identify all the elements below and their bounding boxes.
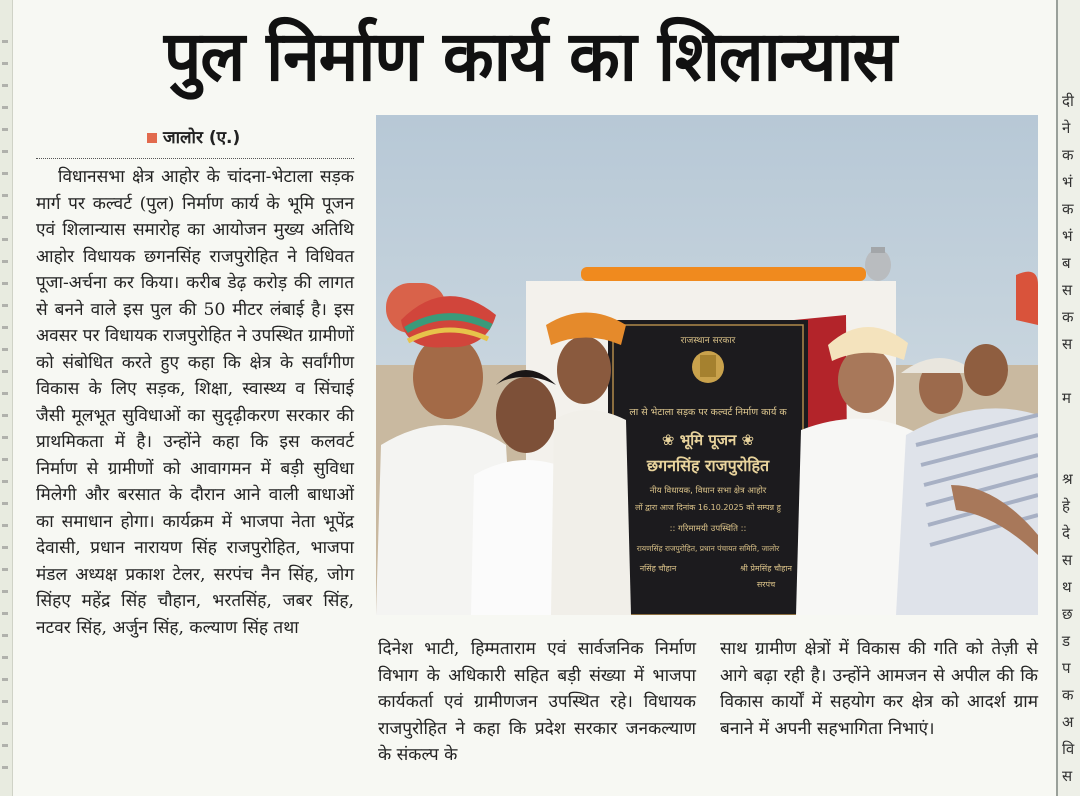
margin-fragment: दी [1062, 92, 1074, 110]
right-adjacent-column-edge [1056, 0, 1080, 796]
margin-fragment: दे [1062, 524, 1070, 542]
plaque-road-line: ला से भेटाला सड़क पर कल्वर्ट निर्माण कार्य क [629, 407, 787, 418]
margin-fragment: भं [1062, 227, 1073, 245]
margin-fragment: भं [1062, 173, 1073, 191]
plaque-line-1: रायणसिंह राजपुरोहित, प्रधान पंचायत समिति, जालोर [636, 544, 780, 553]
margin-fragment: क [1062, 686, 1074, 704]
adjacent-column-fragments [1062, 88, 1074, 790]
article-column-1: विधानसभा क्षेत्र आहोर के चांदना-भेटाला सड़क मार्ग पर कल्वर्ट (पुल) निर्माण कार्य के भूमि पूजन एवं शिलान्यास समारोह का आयोजन मुख्य अतिथि आहोर विधायक छगनसिंह राजपुरोहित ने विधिवत पूजा-अर्चना कर किया। करीब डेढ़ करोड़ की लागत से बनने वाले इस पुल की 50 मीटर लंबाई है। इस अवसर पर विधायक राजपुरोहित ने उपस्थित ग्रामीणों को संबोधित करते हुए कहा कि क्षेत्र के सर्वांगीण विकास के लिए सड़क, शिक्षा, स्वास्थ्य व सिंचाई जैसी मूलभूत सुविधाओं का सुदृढ़ीकरण सरकार की प्राथमिकता में है। उन्होंने कहा कि इस कलवर्ट निर्माण से ग्रामीणों को आवागमन में बड़ी सुविधा मिलेगी और बरसात के दौरान आने वाली बाधाओं का समाधान होगा। कार्यक्रम में भाजपा नेता भूपेंद्र देवासी, प्रधान नारायण सिंह राजपुरोहित, भाजपा मंडल अध्यक्ष प्रकाश टेलर, सरपंच नैन सिंह, जोग सिंहए महेंद्र सिंह चौहान, भरतसिंह, जबर सिंह, नटवर सिंह, अर्जुन सिंह, कल्याण सिंह तथा [36, 167, 355, 638]
left-page-edge [0, 0, 13, 796]
margin-fragment: ने [1062, 119, 1071, 137]
plaque-designation: नीय विधायक, विधान सभा क्षेत्र आहोर [649, 486, 767, 496]
plaque-line-2-left: नसिंह चौहान [639, 564, 677, 573]
margin-fragment: स [1062, 335, 1073, 353]
margin-fragment: प [1062, 659, 1071, 677]
plaque-header: राजस्थान सरकार [680, 336, 736, 346]
article-column-3: साथ ग्रामीण क्षेत्रों में विकास की गति को तेज़ी से आगे बढ़ा रही है। उन्होंने आमजन से अपील की कि विकास कार्यों में सहयोग कर क्षेत्र को आदर्श ग्राम बनाने में अपनी सहभागिता निभाएं। [720, 639, 1038, 739]
margin-fragment: श्र [1062, 470, 1073, 488]
margin-fragment: थ [1062, 578, 1072, 596]
dateline-rule [36, 158, 354, 159]
margin-fragment: हे [1062, 497, 1070, 515]
article-column-2: दिनेश भाटी, हिम्मताराम एवं सार्वजनिक निर्माण विभाग के अधिकारी सहित बड़ी संख्या में भाजपा कार्यकर्ता एवं ग्रामीणजन उपस्थित रहे। विधायक राजपुरोहित ने कहा कि प्रदेश सरकार जनकल्याण के संकल्प के [378, 639, 696, 765]
headline: पुल निर्माण कार्य का शिलान्यास [163, 16, 897, 97]
margin-fragment: ड [1062, 632, 1071, 650]
margin-fragment: वि [1062, 740, 1075, 758]
margin-fragment: स [1062, 281, 1073, 299]
margin-fragment: क [1062, 308, 1074, 326]
margin-fragment: म [1062, 389, 1071, 407]
plaque-title: ❀ भूमि पूजन ❀ [661, 431, 755, 449]
plaque-line-3: सरपंच [756, 580, 776, 589]
margin-fragment [1062, 412, 1074, 439]
dateline-marker-icon [147, 133, 157, 143]
margin-fragment: अ [1062, 713, 1074, 731]
plaque-name: छगनसिंह राजपुरोहित [646, 456, 770, 475]
plaque-date-line: लों द्वारा आज दिनांक 16.10.2025 को सम्पन्न हु [635, 503, 781, 512]
plaque-presence: :: गरिमामयी उपस्थिति :: [669, 524, 747, 534]
margin-fragment: ब [1062, 254, 1071, 272]
news-photo [376, 115, 1038, 615]
margin-fragment: छ [1062, 605, 1073, 623]
margin-fragment [1062, 439, 1074, 466]
dateline [147, 125, 240, 148]
margin-fragment: स [1062, 767, 1073, 785]
margin-fragment: क [1062, 200, 1074, 218]
dateline-text: जालोर (ए.) [163, 128, 241, 148]
plaque-line-2-right: श्री प्रेमसिंह चौहान [740, 564, 792, 573]
ceremony-photo-illustration [376, 115, 1038, 615]
margin-fragment: स [1062, 551, 1073, 569]
margin-fragment [1062, 358, 1074, 385]
margin-fragment: क [1062, 146, 1074, 164]
